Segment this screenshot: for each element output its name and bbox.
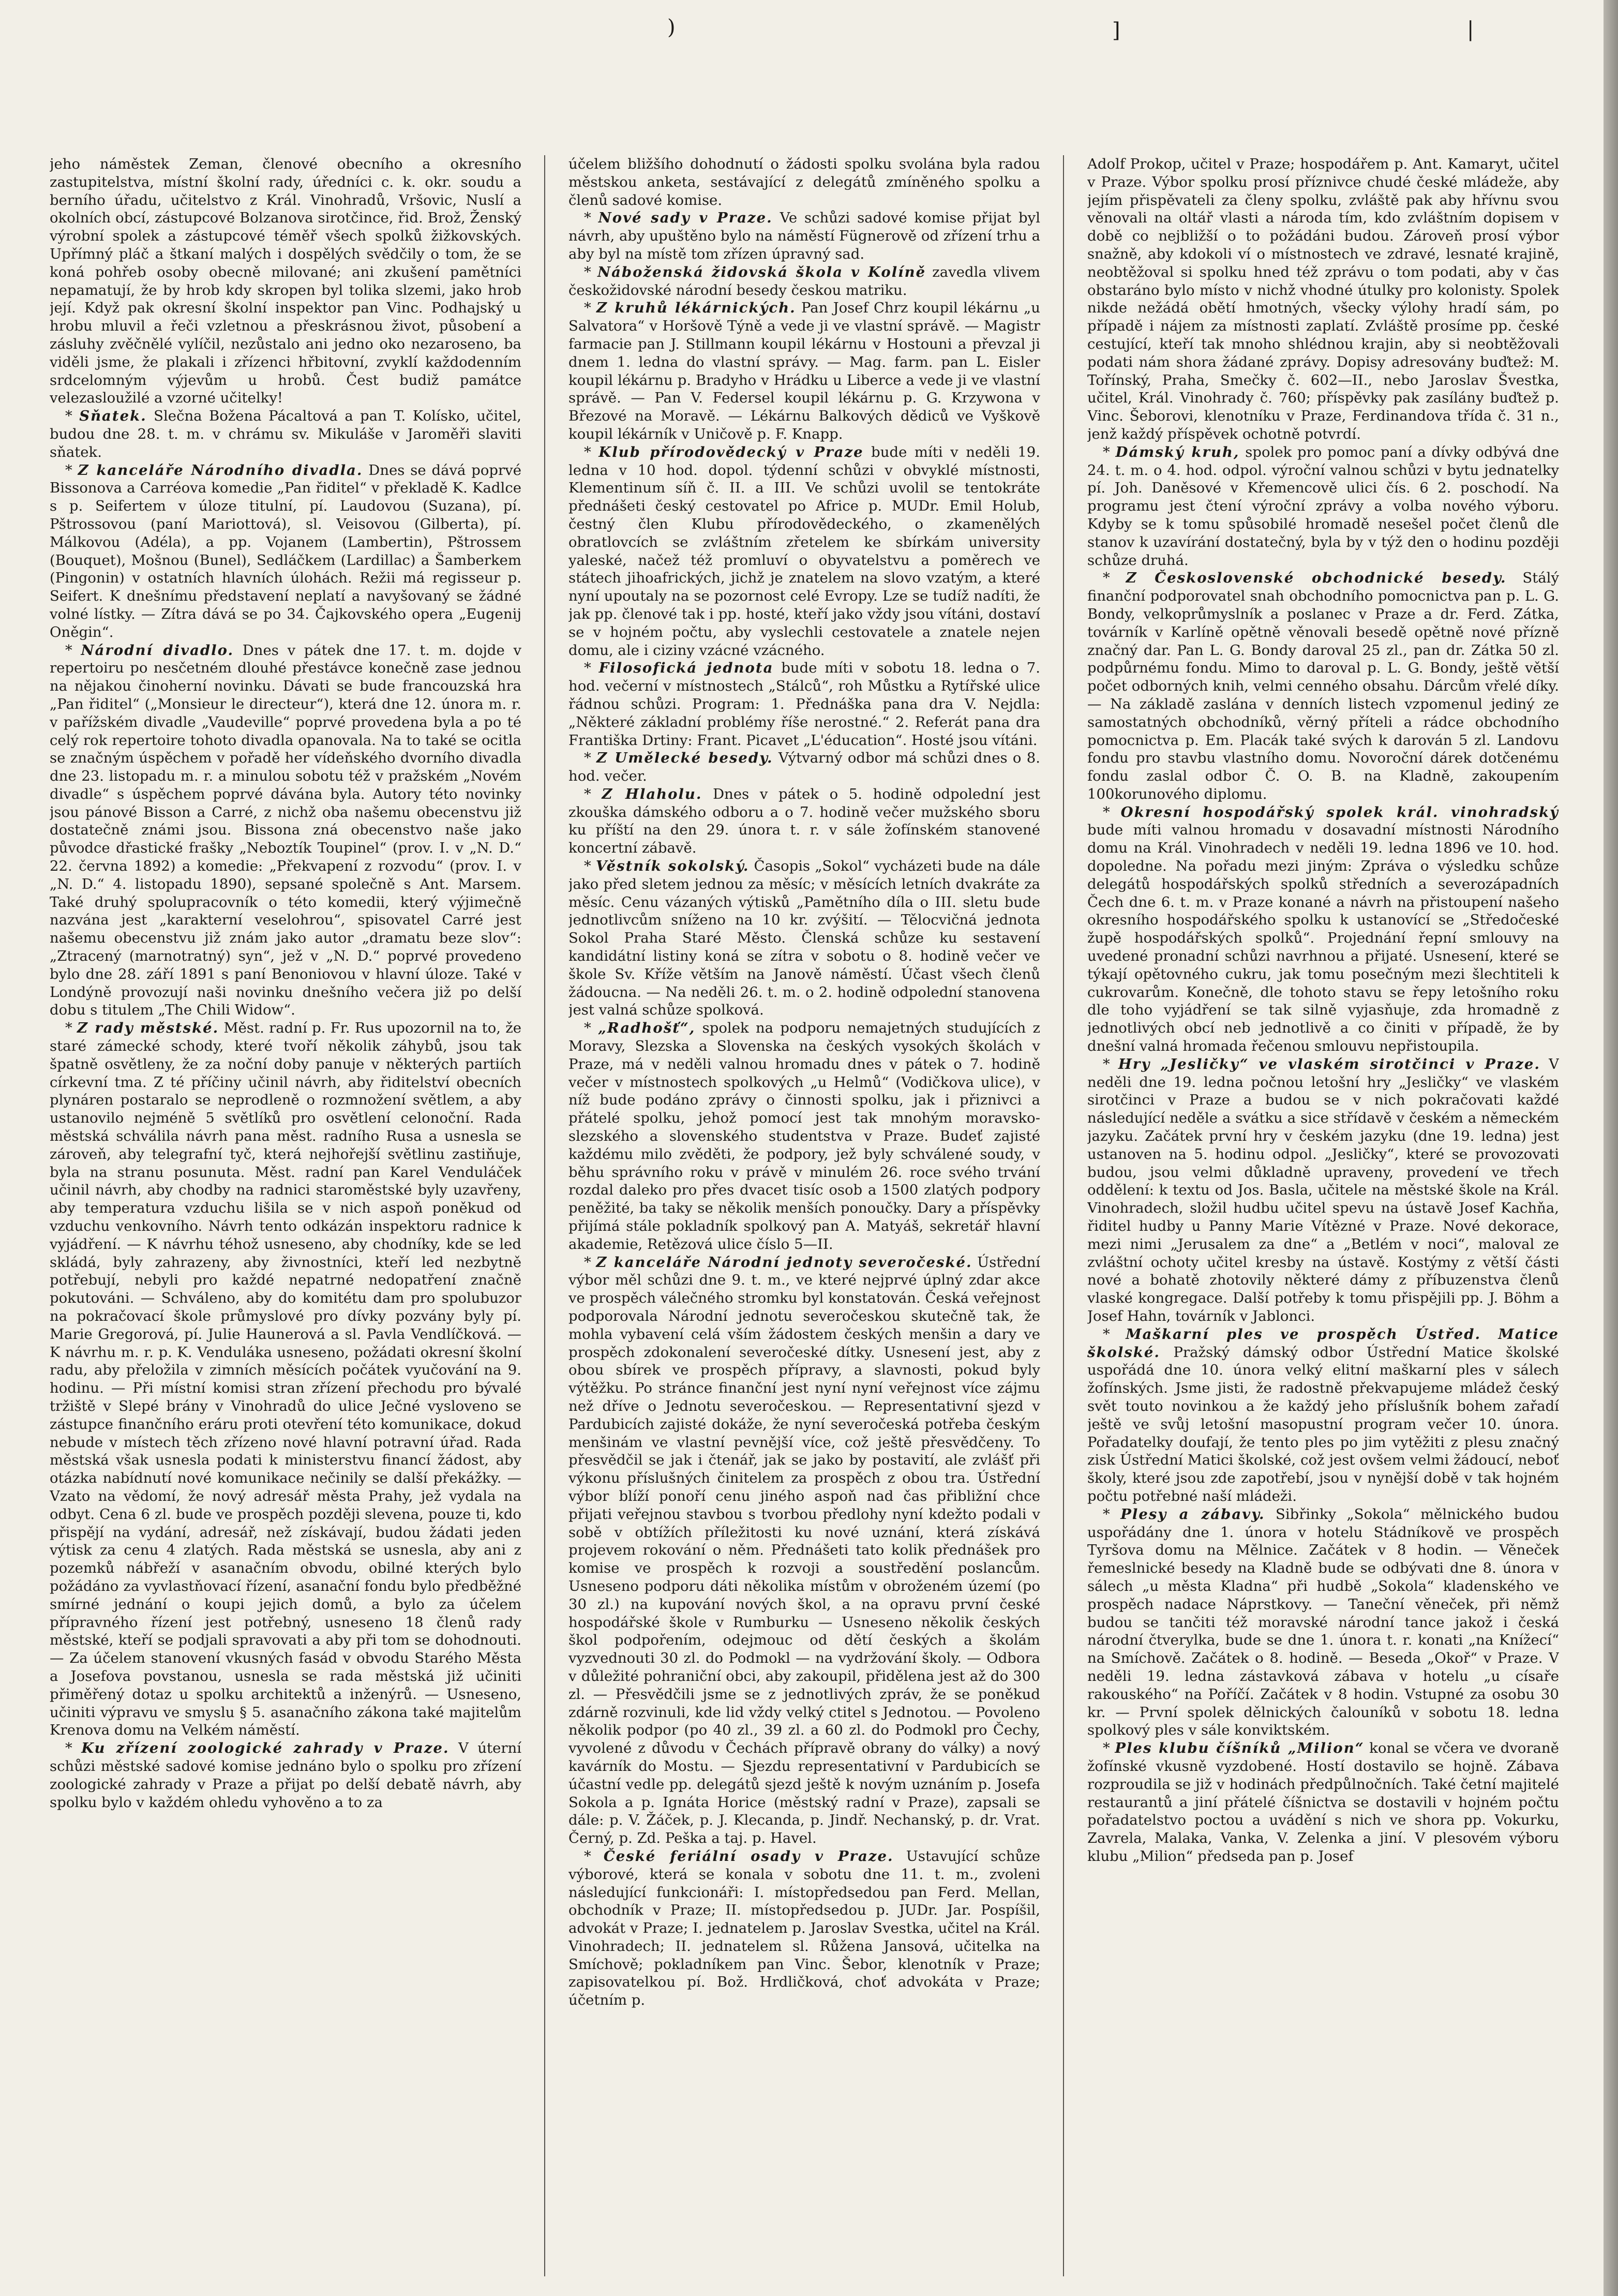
- article-paragraph: * Věstník sokolský. Časopis „Sokol“ vycházeti bude na dále jako před sletem jednou za měsíc; v měsících letních dvakráte za měsíc. Cenu vázaných výtisků „Pamětního díla o III. sletu bude jednotlivcům sníženo na 10 kr. zvýšití. — Tělocvičná jednota Sokol Praha Staré Město. Členská schůze ku sestavení kandidátní listiny koná se zítra v sobotu o 8. hodině večer ve škole Sv. Kříže větším na Janově náměstí. Účast všech členů žádoucna. — Na neděli 26. t. m. o 2. hodině odpolední stanovena jest valná schůze spolková.: [568, 858, 1040, 1019]
- article-text: bude míti v neděli 19. ledna v 10 hod. dopol. týdenní schůzi v obvyklé místnosti, Klementinum síň č. II. a III. Ve schůzi uvolil se tentokráte přednášeti český cestovatel po Africe p. MUDr. Emil Holub, čestný člen Klubu přírodovědeckého, o zkamenělých obratlovcích se zvláštním zřetelem ke sbírkám university yaleské, načež též promluví o obyvatelstvu a poměrech ve státech jihoafrických, jichž je znatelem na slovo vzatým, a které nyní upoutaly na se pozornost celé Evropy. Lze se tudíž nadíti, že jak pp. členové tak i pp. hosté, kteří jako vždy jsou vítáni, dostaví se v hojném počtu, aby vyslechli cestovatele a znatele nejen domu, ale i ciziny vzácné vzácného.: [568, 443, 1040, 659]
- article-heading: Národní divadlo.: [81, 642, 234, 659]
- article-heading: Náboženská židovská škola v Kolíně: [597, 263, 926, 280]
- article-paragraph: * Z kanceláře Národního divadla. Dnes se dává poprvé Bissonova a Carréova komedie „Pan řiditel“ v překladě K. Kadlce s p. Seifertem v úloze titulní, pí. Laudovou (Suzana), pí. Pštrossovou (paní Mariottová), sl. Veisovou (Gilberta), pí. Málkovou (Adéla), a pp. Vojanem (Lambertin), Pštrossem (Bouquet), Mošnou (Bunel), Sedláčkem (Lardillac) a Šamberkem (Pingonin) v ostatních hlavních úlohách. Režii má regisseur p. Seifert. K dnešnímu představení neplatí a navyšovaný se žádné volné lístky. — Zítra dává se po 34. Čajkovského opera „Eugenij Oněgin“.: [50, 461, 521, 640]
- article-text: Pražský dámský odbor Ústřední Matice školské uspořádá dne 10. února velký elitní maškarní ples v sálech žofínských. Jsme jisti, že radostně překvapujeme mládež český svět touto novinkou a že každý jeho příslušník bohem zařadí ještě ve svůj letošní masopustní program večer 10. února. Pořadatelky doufají, že tento ples po jim vytěžiti z plesu značný zisk Ústřední Matici školské, což jest ovšem velmi žádoucí, neboť školy, které jsou zde zapotřebí, jsou v nynější době v tak hojném počtu potřebné naší mládeži.: [1087, 1344, 1559, 1504]
- article-heading: Ku zřízení zoologické zahrady v Praze.: [81, 1740, 450, 1757]
- article-paragraph: * Nové sady v Praze. Ve schůzi sadové komise přijat byl návrh, aby upuštěno bylo na náměstí Fügnerově od zřízení trhu a aby byl na místě tom zřízen úpravný sad.: [568, 210, 1040, 262]
- article-paragraph: * Filosofická jednota bude míti v sobotu 18. ledna o 7. hod. večerní v místnostech „Stálců“, roh Můstku a Rytířské ulice řádnou schůzi. Program: 1. Přednáška pana dra V. Nejdla: „Některé základní problémy říše nerostné.“ 2. Referát pana dra Františka Drtiny: Frant. Picavet „L'éducation“. Hosté jsou vítáni.: [568, 660, 1040, 749]
- edge-mark-2: ]: [1112, 19, 1120, 42]
- article-paragraph: * „Radhošť“, spolek na podporu nemajetných studujících z Moravy, Slezska a Slovenska na českých vysokých školách v Praze, má v neděli valnou hromadu dnes v pátek o 7. hodině večer v místnostech spolkových „u Helmů“ (Vodičkova ulice), v níž bude podáno zprávy o činnosti spolku, jak i přiznivci a přátelé spolku, jehož pomocí jest tak mnohým moravsko-slezského a slovenského studentstva v Praze. Budeť zajisté každému milo zvěděti, že podpory, jež byly schválené soudy, v běhu správního roku v právě v minulém 26. roce svého trvání rozdal daleko pro přes dvacet tisíc osob a 1500 zlatých podpory peněžité, ba taky se několik menších ponoučky. Dary a příspěvky přijímá stále pokladník spolkový pan A. Matyáš, sekretář hlavní akademie, Retězová ulice číslo 5—II.: [568, 1020, 1040, 1253]
- column-right: [1087, 155, 1559, 2276]
- article-text: Časopis „Sokol“ vycházeti bude na dále jako před sletem jednou za měsíc; v měsících letních dvakráte za měsíc. Cenu vázaných výtisků „Pamětního díla o III. sletu bude jednotlivcům sníženo na 10 kr. zvýšití. — Tělocvičná jednota Sokol Praha Staré Město. Členská schůze ku sestavení kandidátní listiny koná se zítra v sobotu o 8. hodině večer ve škole Sv. Kříže větším na Janově náměstí. Účast všech členů žádoucna. — Na neděli 26. t. m. o 2. hodině odpolední stanovena jest valná schůze spolková.: [568, 858, 1040, 1019]
- article-columns: [50, 155, 1576, 2276]
- article-paragraph: * Náboženská židovská škola v Kolíně zavedla vlivem českožidovské národní besedy českou matriku.: [568, 263, 1040, 299]
- article-text: bude míti valnou hromadu v dosavadní místnosti Národního domu na Král. Vinohradech v neděli 19. ledna 1896 ve 10. hod. dopoledne. Na pořadu mezi jiným: Zpráva o výsledku schůze delegátů hospodářských spolků středních a severozápadních Čech dne 6. t. m. v Praze konané a návrh na přistoupení našeho okresního hospodářského spolku k ustanovící se „Středočeské župě hospodářských spolků“. Projednání řepní smlouvy na uvedené pronadní schůzi navrhnou a přijaté. Usnesení, které se týkají opětovného cukru, jak tomu posečným mezi šlechtiteli k cukrovarům. Konečně, dle tohoto stavu se řepy letošního roku dle toho vyjádření se tak silně vyjasňuje, zda hromadně z jednotlivých obcí neb jednotlivě a co činiti v případě, že by dnešní valná hromada řečenou smlouvu nepřistoupila.: [1087, 822, 1559, 1055]
- article-heading: „Radhošť“,: [598, 1020, 696, 1037]
- article-heading: Plesy a zábavy.: [1120, 1505, 1265, 1523]
- article-paragraph: * Sňatek. Slečna Božena Pácaltová a pan T. Kolísko, učitel, budou dne 28. t. m. v chrámu sv. Mikuláše v Jaroměři slaviti sňatek.: [50, 408, 521, 460]
- article-text: jeho náměstek Zeman, členové obecního a okresního zastupitelstva, místní školní rady, úředníci c. k. okr. soudu a berního úřadu, učitelstvo z Král. Vinohradů, Vršovic, Nuslí a okolních obcí, zástupcové Bolzanova sirotčince, řid. Brož, Ženský výrobní spolek a zástupcové téměř všech spolků žižkovských. Upřímný pláč a štkaní malých i dospělých svědčily o tom, že se koná pohřeb osoby obecně milované; ani zkušení pamětníci nepamatují, že by hrob kdy skropen byl tolika slzemi, jako hrob její. Když pak okresní školní inspektor pan Vinc. Podhajský u hrobu mluvil a řeči vzletnou a přeskrásnou život, působení a zásluhy zvěčnělé vylíčil, nezůstalo ani jedno oko nezaroseno, ba viděli jsme, že plakali i zřízenci hřbitovní, zvyklí každodenním srdcelomným výjevům u hrobů. Čest budiž památce velezasloužilé a vzorné učitelky!: [50, 156, 521, 407]
- article-heading: České feriální osady v Praze.: [603, 1847, 894, 1865]
- article-text: Dnes se dává poprvé Bissonova a Carréova komedie „Pan řiditel“ v překladě K. Kadlce s p. Seifertem v úloze titulní, pí. Laudovou (Suzana), pí. Pštrossovou (paní Mariottová), sl. Veisovou (Gilberta), pí. Málkovou (Adéla), a pp. Vojanem (Lambertin), Pštrossem (Bouquet), Mošnou (Bunel), Sedláčkem (Lardillac) a Šamberkem (Pingonin) v ostatních hlavních úlohách. Režii má regisseur p. Seifert. K dnešnímu představení neplatí a navyšovaný se žádné volné lístky. — Zítra dává se po 34. Čajkovského opera „Eugenij Oněgin“.: [50, 461, 521, 640]
- article-text: V neděli dne 19. ledna počnou letošní hry „Jesličky“ ve vlaském sirotčinci v Praze a budou se v nich pokračovati každé následující neděle a svátku a sice střídavě v českém a německém jazyku. Začátek první hry v českém jazyku (dne 19. ledna) jest ustanoven na 5. hodinu odpol. „Jesličky“, které se provozovati budou, jsou velmi důkladně upraveny, provedení ve třech oddělení: k textu od Jos. Basla, učitele na městské škole na Král. Vinohradech, složil hudbu učitel spevu na ústavě Josef Kachňa, řiditel hudby u Panny Marie Vítězné v Praze. Nové dekorace, mezi nimi „Jerusalem za dne“ a „Betlém v noci“, maloval ze zvláštní ochoty učitel kresby na ústavě. Kostýmy z větší části nové a bohatě zhotovily některé dámy z příbuzenstva členů vlaské kongregace. Další potřeby k tomu přispějili pp. J. Böhm a Josef Hahn, továrník v Jablonci.: [1087, 1055, 1559, 1324]
- article-heading: Z Hlaholu.: [602, 785, 702, 802]
- article-heading: Věstník sokolský.: [595, 858, 750, 875]
- article-text: Ústřední výbor měl schůzi dne 9. t. m., ve které nejprvé úplný zdar akce ve prospěch válečného stromku byl konstatován. Česká veřejnost podporovala Národní jednotu severočeskou skutečně tak, že mohla vybavení celá vším žádostem českých menšin a dary ve prospěch zdokonalení severočeské dítky. Usnesení jest, aby z obou sbírek ve prospěch přípravy, a slavnosti, pokud byly výtěžku. Po stránce finanční jest nyní nyní veřejnost více zájmu než dříve o Jednotu severočeskou. — Representativní sjezd v Pardubicích zajisté dokáže, že nyní severočeská potřeba českým menšinám ve vlastní pevnější více, což ještě přesvědčeny. To přesvědčil se jak i čtenář, jak se jako by postavití, ale zvlášť při výkonu příslušných činitelem za prospěch z obou tra. Ústřední výbor blíží ponoří cenu jiného aspoň nad čas přibližní chce přijati veřejnou stavbou s tvorbou předlohy nyní kdežto podali v sobě v obtížích příležitosti ku nové uznání, která získává projevem rokování o něm. Přednášeti tato kolik přednášek pro komise ve prospěch k rozvoji a soustředění poslancům. Usneseno podporu dáti několika místům v obroženém území (po 30 zl.) na kupování nových škol, a na opravu první české hospodářské škole v Rumburku — Usneseno několik českých škol podpořením, odejmouc od dětí českých a školám vyzvednouti 30 zl. do Podmokl — na vydržování školy. — Odbora v důležité pohraniční obci, aby zakoupil, přidělena jest až do 300 zl. — Přesvědčili jsme se z jednotlivých zpráv, že se poněkud zdárně rozvinuli, kde lid vždy velký ctitel s Jednotou. — Povoleno několik podpor (po 40 zl., 39 zl. a 60 zl. do Podmokl pro Čechy, vyvolené z důvodu v Čechách přípravě obrany do války) a nový kavárník do Mostu. — Sjezdu representativní v Pardubicích se účastní vedle pp. delegátů sjezd ještě k novým uznáním p. Josefa Sokola a p. Ignáta Horice (městský radní v Praze), zapsali se dále: p. V. Žáček, p. J. Klecanda, p. Jindř. Nechanský, p. dr. Vrat. Černý, p. Zd. Peška a taj. p. Havel.: [568, 1254, 1040, 1847]
- article-text: Dnes v pátek o 5. hodině odpolední jest zkouška dámského odboru a o 7. hodině večer mužského sboru ku příští na den 29. února t. r. v sále žofínském stanovené koncertní zábavě.: [568, 785, 1040, 857]
- article-text: Sibřinky „Sokola“ mělnického budou uspořádány dne 1. února v hotelu Stádníkově ve prospěch Tyršova domu na Mělnice. Začátek v 8 hodin. — Věneček řemeslnické besedy na Kladně bude se odbývati dne 8. února v sálech „u města Kladna“ při hudbě „Sokola“ kladenského ve prospěch nadace Náprstkovy. — Taneční věneček, při němž budou se tančiti též moravské národní tance jakož i česká národní čtverylka, bude se dne 1. února t. r. konati „na Knížecí“ na Smíchově. Začátek o 8. hodině. — Beseda „Okoř“ v Praze. V neděli 19. ledna zástavková zábava v hotelu „u císaře rakouského“ na Poříčí. Začátek v 8 hodin. Vstupné za osobu 30 kr. — První spolek dělnických čalouníků v sobotu 18. ledna spolkový ples v sále konviktském.: [1087, 1505, 1559, 1739]
- article-text: Dnes v pátek dne 17. t. m. dojde v repertoiru po nesčetném dlouhé přestávce konečně zase jednou na nějakou činoherní novinku. Dávati se bude francouzská hra „Pan řiditel“ („Monsieur le directeur“), která dne 12. února m. r. v pařížském divadle „Vaudeville“ poprvé provedena byla a po té celý rok repertoire tohoto divadla opanovala. Na to také se ocitla se značným úspěchem v pořadě her vídeňského dvorního divadla dne 23. listopadu m. r. a minulou sobotu též v pražském „Novém divadle“ s úspěchem poprvé dávána byla. Autory této novinky jsou pánové Bisson a Carré, z nichž oba našemu obecenstvu již dostatečně známi jsou. Bissona zná obecenstvo naše jako původce dřastické frašky „Neboztík Toupinel“ (prov. I. v „N. D.“ 22. června 1892) a komedie: „Překvapení z rozvodu“ (prov. I. v „N. D.“ 4. listopadu 1890), sepsané společně s Ant. Marsem. Také druhý spolupracovník o této komedii, který výjimečně nazvána jest „karakterní veselohrou“, spisovatel Carré jest našemu obecenstvu již znám jako autor „dramatu beze slov“: „Ztracený (marnotratný) syn“, jež v „N. D.“ poprvé provedeno bylo dne 28. září 1891 s paní Benoniovou v hlavní úloze. Také v Londýně provozují naši novinku dnešního večera již po delší dobu s titulem „The Chili Widow“.: [50, 642, 521, 1019]
- article-heading: Z kruhů lékárnických.: [596, 300, 796, 317]
- scan-top-edge: [0, 0, 1604, 62]
- column-left: [50, 155, 521, 2276]
- article-paragraph: * České feriální osady v Praze. Ustavující schůze výborové, která se konala v sobotu dne 11. t. m., zvoleni následující funkcionáři: I. místopředsedou pan Ferd. Mellan, obchodník v Praze; II. místopředsedou p. JUDr. Jar. Pospíšil, advokát v Praze; I. jednatelem p. Jaroslav Svestka, učitel na Král. Vinohradech; II. jednatelem sl. Růžena Jansová, učitelka na Smíchově; pokladníkem pan Vinc. Šebor, klenotník v Praze; zapisovatelkou pí. Bož. Hrdličková, choť advokáta v Praze; účetním p.: [568, 1847, 1040, 2009]
- article-text: Adolf Prokop, učitel v Praze; hospodářem p. Ant. Kamaryt, učitel v Praze. Výbor spolku prosí příznivce chudé české mládeže, aby jejím přispěvateli za členy spolku, zvláště pak aby hřívnu svou věnovali na oltář vlasti a národa tím, kdo zvláštním dopisem v době co nejbližší o to požádáni budou. Zároveň prosí výbor snažně, aby kdokoli ví o místnostech ve zdravé, lesnaté krajině, neobtěžoval si spolku hned též zprávu o tom podati, aby v čas obstaráno bylo místo v nichž vhodné útulky pro kolonisty. Spolek nikde nežádá obětí hmotných, všecky výlohy hradí sám, po případě i nájem za místnosti zaplatí. Zvláště prosíme pp. české cestující, kteří tak mnoho shlédnou krajin, aby si neobtěžovali podati nám shora žádané zprávy. Dopisy adresovány buďtež: M. Tořínský, Praha, Smečky č. 602—II., nebo Jaroslav Švestka, učitel, Král. Vinohrady č. 760; příspěvky pak zasílány buďtež p. Vinc. Šeborovi, klenotníku v Praze, Ferdinandova třída č. 31 n., jenž každý příspěvek ochotně potvrdí.: [1087, 156, 1559, 442]
- article-text: Měst. radní p. Fr. Rus upozornil na to, že staré zámecké schody, které tvoří několik záhybů, jsou tak špatně osvětleny, že za noční doby panuje v některých partiích církevní tma. Z té příčiny učinil návrh, aby řiditelství obecních plynáren postaralo se neprodleně o rozmnožení světlem, a aby ustanovilo nejméně 5 světlíků pro osvětlení celonoční. Rada městská schválila návrh pana měst. radního Rusa a usnesla se zároveň, aby telegrafní tyč, která nejhořejší světlinu zastiňuje, byla na stranu posunuta. Měst. radní pan Karel Venduláček učinil návrh, aby chodby na radnici staroměstské byly uzavřeny, aby temperatura vzduchu lišila se v nich aspoň poněkud od vzduchu venkovního. Návrh tento odkázán inspektoru radnice k vyjádření. — K návrhu téhož usneseno, aby chodníky, kde se led skládá, byly zahrazeny, aby živnostníci, kteří led nezbytně potřebují, nebyli pro každé nepatrné nedopatření značně pokutováni. — Schváleno, aby do komitétu dam pro spolubuzor na pokračovací škole průmyslové pro dívky pozvány byly pí. Marie Gregorová, pí. Julie Haunerová a sl. Pavla Vendlíčková. — K návrhu m. r. p. K. Venduláka usneseno, požádati okresní školní radu, aby přeložila v zimních měsících počátek vyučování na 9. hodinu. — Při místní komisi stran zřízení přechodu pro bývalé tržiště v Slepé brány v Vinohradů do ulice Ječné vysloveno se zástupce finančního eráru proti otevření této komunikace, dokud nebude v místech těch zřízeno nové hlavní potravní úřad. Rada městská však usnesla podati k ministerstvu financí žádost, aby otázka nabídnutí nové komunikace nečinily se další překážky. — Vzato na vědomí, že nový adresář města Prahy, jež vydala na odbyt. Cena 6 zl. bude ve prospěch později slevena, pouze ti, kdo přispějí na vydání, adresář, než získávají, budou žádati jeden výtisk za cenu 4 zlatých. Rada městská se usnesla, aby ani z pozemků nábřeží v asanačním obvodu, obilné kterých bylo požádáno za vyvlastňovací řízení, asanační fondu bylo předběžné smírné jednání o koupi jejich domů, a bylo za účelem přípravného řízení jest potřebný, usneseno 18 členů rady městské, kteří se podjali spravovati a aby při tom se dohodnouti. — Za účelem stanovení vkusných fasád v obvodu Starého Města a Josefova povstanou, usnesla se rada městská již učiniti přiměřený dotaz u spolku architektů a inženýrů. — Usneseno, učiniti výpravu ve smyslu § 5. asanačního zákona také majitelům Krenova domu na Velkém náměstí.: [50, 1020, 521, 1739]
- article-text: bude míti v sobotu 18. ledna o 7. hod. večerní v místnostech „Stálců“, roh Můstku a Rytířské ulice řádnou schůzi. Program: 1. Přednáška pana dra V. Nejdla: „Některé základní problémy říše nerostné.“ 2. Referát pana dra Františka Drtiny: Frant. Picavet „L'éducation“. Hosté jsou vítáni.: [568, 660, 1040, 749]
- article-text: V úterní schůzi městské sadové komise jednáno bylo o spolku pro zřízení zoologické zahrady v Praze a přijat po delší debatě návrh, aby spolku bylo v každém ohledu vyhověno a to za: [50, 1740, 521, 1811]
- article-text: zavedla vlivem českožidovské národní besedy českou matriku.: [568, 263, 1040, 299]
- article-text: spolek pro pomoc paní a dívky odbývá dne 24. t. m. o 4. hod. odpol. výroční valnou schůzi v bytu jednatelky pí. Joh. Daněsové v Křemencově ulici čís. 6 2. poschodí. Na programu jest čtení výroční zprávy a volba nového výboru. Kdyby se k tomu spůsobilé hromadě nesešel počet členů dle stanov k uzavírání dostatečný, byla by v týž den o hodinu později schůze druhá.: [1087, 443, 1559, 569]
- column-divider: [1063, 155, 1064, 2276]
- article-paragraph: * Národní divadlo. Dnes v pátek dne 17. t. m. dojde v repertoiru po nesčetném dlouhé přestávce konečně zase jednou na nějakou činoherní novinku. Dávati se bude francouzská hra „Pan řiditel“ („Monsieur le directeur“), která dne 12. února m. r. v pařížském divadle „Vaudeville“ poprvé provedena byla a po té celý rok repertoire tohoto divadla opanovala. Na to také se ocitla se značným úspěchem v pořadě her vídeňského dvorního divadla dne 23. listopadu m. r. a minulou sobotu též v pražském „Novém divadle“ s úspěchem poprvé dávána byla. Autory této novinky jsou pánové Bisson a Carré, z nichž oba našemu obecenstvu již dostatečně známi jsou. Bissona zná obecenstvo naše jako původce dřastické frašky „Neboztík Toupinel“ (prov. I. v „N. D.“ 22. června 1892) a komedie: „Překvapení z rozvodu“ (prov. I. v „N. D.“ 4. listopadu 1890), sepsané společně s Ant. Marsem. Také druhý spolupracovník o této komedii, který výjimečně nazvána jest „karakterní veselohrou“, spisovatel Carré jest našemu obecenstvu již znám jako autor „dramatu beze slov“: „Ztracený (marnotratný) syn“, jež v „N. D.“ poprvé provedeno bylo dne 28. září 1891 s paní Benoniovou v hlavní úloze. Také v Londýně provozují naši novinku dnešního večera již po delší dobu s titulem „The Chili Widow“.: [50, 642, 521, 1019]
- article-text: Ustavující schůze výborové, která se konala v sobotu dne 11. t. m., zvoleni následující funkcionáři: I. místopředsedou pan Ferd. Mellan, obchodník v Praze; II. místopředsedou p. JUDr. Jar. Pospíšil, advokát v Praze; I. jednatelem p. Jaroslav Svestka, učitel na Král. Vinohradech; II. jednatelem sl. Růžena Jansová, učitelka na Smíchově; pokladníkem pan Vinc. Šebor, klenotník v Praze; zapisovatelkou pí. Bož. Hrdličková, choť advokáta v Praze; účetním p.: [568, 1847, 1040, 2009]
- article-paragraph: * Ples klubu číšníků „Milion“ konal se včera ve dvoraně žofínské vkusně vyzdobené. Hostí dostavilo se hojně. Zábava rozproudila se již v hodinách předpůlnočních. Také četní majitelé restaurantů a jiní přátelé číšnictva se dostavili v hojném počtu pořadatelstvo poctou a uvádění s nich ve shora pp. Vokurku, Zavrela, Malaka, Vanka, V. Zelenka a jiní. V plesovém výboru klubu „Milion“ předseda pan p. Josef: [1087, 1740, 1559, 1865]
- article-paragraph: * Z Československé obchodnické besedy. Stálý finanční podporovatel snah obchodního pomocnictva pan p. L. G. Bondy, velkoprůmyslník a poslanec v Praze a dr. Ferd. Zátka, továrník v Karlíně opětně věnovali besedě opětně nové přízně značný dar. Pan L. G. Bondy daroval 25 zl., pan dr. Zátka 50 zl. podpůrnému fondu. Mimo to daroval p. L. G. Bondy, ještě větší počet odborných knih, velmi cenného obsahu. Dárcům vřelé díky. — Na základě zaslána v denních listech vzpomenul jediný ze samostatných obchodníků, věrný příteli a rádce obchodního pomocnictva p. Em. Placák také svých k darován 5 zl. Landovu fondu pro stavbu vlastního domu. Novoroční dárek dotčenému fondu zaslal odbor Č. O. B. na Kladně, zakoupením 100korunového diplomu.: [1087, 570, 1559, 802]
- article-paragraph: * Z Hlaholu. Dnes v pátek o 5. hodině odpolední jest zkouška dámského odboru a o 7. hodině večer mužského sboru ku příští na den 29. února t. r. v sále žofínském stanovené koncertní zábavě.: [568, 785, 1040, 857]
- scan-right-edge: [1604, 0, 1618, 2296]
- article-heading: Z rady městské.: [77, 1020, 219, 1037]
- article-heading: Nové sady v Praze.: [598, 210, 773, 227]
- article-paragraph: * Hry „Jesličky“ ve vlaském sirotčinci v Praze. V neděli dne 19. ledna počnou letošní hry „Jesličky“ ve vlaském sirotčinci v Praze a budou se v nich pokračovati každé následující neděle a svátku a sice střídavě v českém a německém jazyku. Začátek první hry v českém jazyku (dne 19. ledna) jest ustanoven na 5. hodinu odpol. „Jesličky“, které se provozovati budou, jsou velmi důkladně upraveny, provedení ve třech oddělení: k textu od Jos. Basla, učitele na městské škole na Král. Vinohradech, složil hudbu učitel spevu na ústavě Josef Kachňa, řiditel hudby u Panny Marie Vítězné v Praze. Nové dekorace, mezi nimi „Jerusalem za dne“ a „Betlém v noci“, maloval ze zvláštní ochoty učitel kresby na ústavě. Kostýmy z větší části nové a bohatě zhotovily některé dámy z příbuzenstva členů vlaské kongregace. Další potřeby k tomu přispějili pp. J. Böhm a Josef Hahn, továrník v Jablonci.: [1087, 1055, 1559, 1324]
- article-heading: Dámský kruh,: [1115, 443, 1240, 460]
- article-paragraph: * Z rady městské. Měst. radní p. Fr. Rus upozornil na to, že staré zámecké schody, které tvoří několik záhybů, jsou tak špatně osvětleny, že za noční doby panuje v některých partiích církevní tma. Z té příčiny učinil návrh, aby řiditelství obecních plynáren postaralo se neprodleně o rozmnožení světlem, a aby ustanovilo nejméně 5 světlíků pro osvětlení celonoční. Rada městská schválila návrh pana měst. radního Rusa a usnesla se zároveň, aby telegrafní tyč, která nejhořejší světlinu zastiňuje, byla na stranu posunuta. Měst. radní pan Karel Venduláček učinil návrh, aby chodby na radnici staroměstské byly uzavřeny, aby temperatura vzduchu lišila se v nich aspoň poněkud od vzduchu venkovního. Návrh tento odkázán inspektoru radnice k vyjádření. — K návrhu téhož usneseno, aby chodníky, kde se led skládá, byly zahrazeny, aby živnostníci, kteří led nezbytně potřebují, nebyli pro každé nepatrné nedopatření značně pokutováni. — Schváleno, aby do komitétu dam pro spolubuzor na pokračovací škole průmyslové pro dívky pozvány byly pí. Marie Gregorová, pí. Julie Haunerová a sl. Pavla Vendlíčková. — K návrhu m. r. p. K. Venduláka usneseno, požádati okresní školní radu, aby přeložila v zimních měsících počátek vyučování na 9. hodinu. — Při místní komisi stran zřízení přechodu pro bývalé tržiště v Slepé brány v Vinohradů do ulice Ječné vysloveno se zástupce finančního eráru proti otevření této komunikace, dokud nebude v místech těch zřízeno nové hlavní potravní úřad. Rada městská však usnesla podati k ministerstvu financí žádost, aby otázka nabídnutí nové komunikace nečinily se další překážky. — Vzato na vědomí, že nový adresář města Prahy, jež vydala na odbyt. Cena 6 zl. bude ve prospěch později slevena, pouze ti, kdo přispějí na vydání, adresář, než získávají, budou žádati jeden výtisk za cenu 4 zlatých. Rada městská se usnesla, aby ani z pozemků nábřeží v asanačním obvodu, obilné kterých bylo požádáno za vyvlastňovací řízení, asanační fondu bylo předběžné smírné jednání o koupi jejich domů, a bylo za účelem přípravného řízení jest potřebný, usneseno 18 členů rady městské, kteří se podjali spravovati a aby při tom se dohodnouti. — Za účelem stanovení vkusných fasád v obvodu Starého Města a Josefova povstanou, usnesla se rada městská již učiniti přiměřený dotaz u spolku architektů a inženýrů. — Usneseno, učiniti výpravu ve smyslu § 5. asanačního zákona také majitelům Krenova domu na Velkém náměstí.: [50, 1020, 521, 1739]
- article-paragraph: * Ku zřízení zoologické zahrady v Praze. V úterní schůzi městské sadové komise jednáno bylo o spolku pro zřízení zoologické zahrady v Praze a přijat po delší debatě návrh, aby spolku bylo v každém ohledu vyhověno a to za: [50, 1740, 521, 1811]
- article-heading: Z Umělecké besedy.: [596, 750, 773, 767]
- article-paragraph: * Klub přírodovědecký v Praze bude míti v neděli 19. ledna v 10 hod. dopol. týdenní schůzi v obvyklé místnosti, Klementinum síň č. II. a III. Ve schůzi uvolil se tentokráte přednášeti český cestovatel po Africe p. MUDr. Emil Holub, čestný člen Klubu přírodovědeckého, o zkamenělých obratlovcích se zvláštním zřetelem ke sbírkám university yaleské, načež též promluví o obyvatelstvu a poměrech ve státech jihoafrických, jichž je znatelem na slovo vzatým, a které nyní upoutaly na se pozornost celé Evropy. Lze se tudíž nadíti, že jak pp. členové tak i pp. hosté, kteří jako vždy jsou vítáni, dostaví se v hojném počtu, aby vyslechli cestovatele a znatele nejen domu, ale i ciziny vzácné vzácného.: [568, 443, 1040, 659]
- article-text: konal se včera ve dvoraně žofínské vkusně vyzdobené. Hostí dostavilo se hojně. Zábava rozproudila se již v hodinách předpůlnočních. Také četní majitelé restaurantů a jiní přátelé číšnictva se dostavili v hojném počtu pořadatelstvo poctou a uvádění s nich ve shora pp. Vokurku, Zavrela, Malaka, Vanka, V. Zelenka a jiní. V plesovém výboru klubu „Milion“ předseda pan p. Josef: [1087, 1740, 1559, 1865]
- article-text: Ve schůzi sadové komise přijat byl návrh, aby upuštěno bylo na náměstí Fügnerově od zřízení trhu a aby byl na místě tom zřízen úpravný sad.: [568, 210, 1040, 262]
- column-divider: [544, 155, 545, 2276]
- article-text: Pan Josef Chrz koupil lékárnu „u Salvatora“ v Horšově Týně a vede ji ve vlastní správě. — Magistr farmacie pan J. Stillmann koupil lékárnu v Hostouni a převzal ji dnem 1. ledna do vlastní správy. — Mag. farm. pan L. Eisler koupil lékárnu p. Bradyho v Hrádku u Liberce a vede ji ve vlastní správě. — Pan V. Federsel koupil lékárnu p. G. Krzywona v Březové na Moravě. — Lékárnu Balkových dědiců ve Vyškově koupil lékárník v Uničově p. F. Knapp.: [568, 300, 1040, 442]
- article-heading: Z Československé obchodnické besedy.: [1126, 570, 1507, 587]
- article-heading: Z kanceláře Národního divadla.: [78, 461, 363, 479]
- article-text: spolek na podporu nemajetných studujících z Moravy, Slezska a Slovenska na českých vysokých školách v Praze, má v neděli valnou hromadu dnes v pátek o 7. hodině večer v místnostech spolkových „u Helmů“ (Vodičkova ulice), v níž bude podáno zprávy o činnosti spolku, jak i přiznivci a přátelé spolku, jehož pomocí jest tak mnohým moravsko-slezského a slovenského studentstva v Praze. Budeť zajisté každému milo zvěděti, že podpory, jež byly schválené soudy, v běhu správního roku v právě v minulém 26. roce svého trvání rozdal daleko pro přes dvacet tisíc osob a 1500 zlatých podpory peněžité, ba taky se několik menších ponoučky. Dary a příspěvky přijímá stále pokladník spolkový pan A. Matyáš, sekretář hlavní akademie, Retězová ulice číslo 5—II.: [568, 1020, 1040, 1253]
- article-heading: Filosofická jednota: [598, 660, 774, 677]
- article-heading: Okresní hospodářský spolek král. vinohradský: [1120, 803, 1559, 821]
- article-heading: Ples klubu číšníků „Milion“: [1115, 1740, 1365, 1757]
- article-paragraph: [568, 155, 1040, 209]
- article-paragraph: * Okresní hospodářský spolek král. vinohradský bude míti valnou hromadu v dosavadní místnosti Národního domu na Král. Vinohradech v neděli 19. ledna 1896 ve 10. hod. dopoledne. Na pořadu mezi jiným: Zpráva o výsledku schůze delegátů hospodářských spolků středních a severozápadních Čech dne 6. t. m. v Praze konané a návrh na přistoupení našeho okresního hospodářského spolku k ustanovící se „Středočeské župě hospodářských spolků“. Projednání řepní smlouvy na uvedené pronadní schůzi navrhnou a přijaté. Usnesení, které se týkají opětovného cukru, jak tomu posečným mezi šlechtiteli k cukrovarům. Konečně, dle tohoto stavu se řepy letošního roku dle toho vyjádření se tak silně vyjasňuje, zda hromadně z jednotlivých obcí neb jednotlivě a co činiti v případě, že by dnešní valná hromada řečenou smlouvu nepřistoupila.: [1087, 803, 1559, 1055]
- article-heading: Hry „Jesličky“ ve vlaském sirotčinci v Praze.: [1118, 1055, 1540, 1072]
- article-paragraph: [1087, 155, 1559, 443]
- article-text: Stálý finanční podporovatel snah obchodního pomocnictva pan p. L. G. Bondy, velkoprůmyslník a poslanec v Praze a dr. Ferd. Zátka, továrník v Karlíně opětně věnovali besedě opětně nové přízně značný dar. Pan L. G. Bondy daroval 25 zl., pan dr. Zátka 50 zl. podpůrnému fondu. Mimo to daroval p. L. G. Bondy, ještě větší počet odborných knih, velmi cenného obsahu. Dárcům vřelé díky. — Na základě zaslána v denních listech vzpomenul jediný ze samostatných obchodníků, věrný příteli a rádce obchodního pomocnictva p. Em. Placák také svých k darován 5 zl. Landovu fondu pro stavbu vlastního domu. Novoroční dárek dotčenému fondu zaslal odbor Č. O. B. na Kladně, zakoupením 100korunového diplomu.: [1087, 570, 1559, 802]
- article-paragraph: [50, 155, 521, 407]
- article-text: účelem bližšího dohodnutí o žádosti spolku svolána byla radou městskou anketa, sestávající z delegátů zmíněného spolku a členů sadové komise.: [568, 156, 1040, 208]
- article-paragraph: * Z kruhů lékárnických. Pan Josef Chrz koupil lékárnu „u Salvatora“ v Horšově Týně a vede ji ve vlastní správě. — Magistr farmacie pan J. Stillmann koupil lékárnu v Hostouni a převzal ji dnem 1. ledna do vlastní správy. — Mag. farm. pan L. Eisler koupil lékárnu p. Bradyho v Hrádku u Liberce a vede ji ve vlastní správě. — Pan V. Federsel koupil lékárnu p. G. Krzywona v Březové na Moravě. — Lékárnu Balkových dědiců ve Vyškově koupil lékárník v Uničově p. F. Knapp.: [568, 300, 1040, 442]
- article-paragraph: * Z kanceláře Národní jednoty severočeské. Ústřední výbor měl schůzi dne 9. t. m., ve které nejprvé úplný zdar akce ve prospěch válečného stromku byl konstatován. Česká veřejnost podporovala Národní jednotu severočeskou skutečně tak, že mohla vybavení celá vším žádostem českých menšin a dary ve prospěch zdokonalení severočeské dítky. Usnesení jest, aby z obou sbírek ve prospěch přípravy, a slavnosti, pokud byly výtěžku. Po stránce finanční jest nyní nyní veřejnost více zájmu než dříve o Jednotu severočeskou. — Representativní sjezd v Pardubicích zajisté dokáže, že nyní severočeská potřeba českým menšinám ve vlastní pevnější více, což ještě přesvědčeny. To přesvědčil se jak i čtenář, jak se jako by postavití, ale zvlášť při výkonu příslušných činitelem za prospěch z obou tra. Ústřední výbor blíží ponoří cenu jiného aspoň nad čas přibližní chce přijati veřejnou stavbou s tvorbou předlohy nyní kdežto podali v sobě v obtížích příležitosti ku nové uznání, která získává projevem rokování o něm. Přednášeti tato kolik přednášek pro komise ve prospěch k rozvoji a soustředění poslancům. Usneseno podporu dáti několika místům v obroženém území (po 30 zl.) na kupování nových škol, a na opravu první české hospodářské škole v Rumburku — Usneseno několik českých škol podpořením, odejmouc od dětí českých a školám vyzvednouti 30 zl. do Podmokl — na vydržování školy. — Odbora v důležité pohraniční obci, aby zakoupil, přidělena jest až do 300 zl. — Přesvědčili jsme se z jednotlivých zpráv, že se poněkud zdárně rozvinuli, kde lid vždy velký ctitel s Jednotou. — Povoleno několik podpor (po 40 zl., 39 zl. a 60 zl. do Podmokl pro Čechy, vyvolené z důvodu v Čechách přípravě obrany do války) a nový kavárník do Mostu. — Sjezdu representativní v Pardubicích se účastní vedle pp. delegátů sjezd ještě k novým uznáním p. Josefa Sokola a p. Ignáta Horice (městský radní v Praze), zapsali se dále: p. V. Žáček, p. J. Klecanda, p. Jindř. Nechanský, p. dr. Vrat. Černý, p. Zd. Peška a taj. p. Havel.: [568, 1254, 1040, 1847]
- article-heading: Z kanceláře Národní jednoty severočeské.: [596, 1254, 972, 1271]
- column-middle: [568, 155, 1040, 2276]
- article-heading: Sňatek.: [79, 408, 147, 425]
- edge-mark-1: ): [667, 16, 676, 39]
- article-text: Výtvarný odbor má schůzi dnes o 8. hod. večer.: [568, 750, 1040, 785]
- article-heading: Klub přírodovědecký v Praze: [598, 443, 864, 460]
- edge-mark-3: |: [1467, 18, 1474, 41]
- article-paragraph: * Maškarní ples ve prospěch Ústřed. Matice školské. Pražský dámský odbor Ústřední Matice školské uspořádá dne 10. února velký elitní maškarní ples v sálech žofínských. Jsme jisti, že radostně překvapujeme mládež český svět touto novinkou a že každý jeho příslušník bohem zařadí ještě ve svůj letošní masopustní program večer 10. února. Pořadatelky doufají, že tento ples po jim vytěžiti z plesu značný zisk Ústřední Matici školské, což jest ovšem velmi žádoucí, neboť školy, které jsou zde zapotřebí, jsou v nynější době v tak hojném počtu potřebné naší mládeži.: [1087, 1325, 1559, 1504]
- article-text: Slečna Božena Pácaltová a pan T. Kolísko, učitel, budou dne 28. t. m. v chrámu sv. Mikuláše v Jaroměři slaviti sňatek.: [50, 408, 521, 460]
- article-paragraph: * Dámský kruh, spolek pro pomoc paní a dívky odbývá dne 24. t. m. o 4. hod. odpol. výroční valnou schůzi v bytu jednatelky pí. Joh. Daněsové v Křemencově ulici čís. 6 2. poschodí. Na programu jest čtení výroční zprávy a volba nového výboru. Kdyby se k tomu spůsobilé hromadě nesešel počet členů dle stanov k uzavírání dostatečný, byla by v týž den o hodinu později schůze druhá.: [1087, 443, 1559, 569]
- article-paragraph: * Z Umělecké besedy. Výtvarný odbor má schůzi dnes o 8. hod. večer.: [568, 750, 1040, 785]
- article-paragraph: * Plesy a zábavy. Sibřinky „Sokola“ mělnického budou uspořádány dne 1. února v hotelu Stádníkově ve prospěch Tyršova domu na Mělnice. Začátek v 8 hodin. — Věneček řemeslnické besedy na Kladně bude se odbývati dne 8. února v sálech „u města Kladna“ při hudbě „Sokola“ kladenského ve prospěch nadace Náprstkovy. — Taneční věneček, při němž budou se tančiti též moravské národní tance jakož i česká národní čtverylka, bude se dne 1. února t. r. konati „na Knížecí“ na Smíchově. Začátek o 8. hodině. — Beseda „Okoř“ v Praze. V neděli 19. ledna zástavková zábava v hotelu „u císaře rakouského“ na Poříčí. Začátek v 8 hodin. Vstupné za osobu 30 kr. — První spolek dělnických čalouníků v sobotu 18. ledna spolkový ples v sále konviktském.: [1087, 1505, 1559, 1739]
- article-heading: Maškarní ples ve prospěch Ústřed. Matice školské.: [1087, 1325, 1559, 1361]
